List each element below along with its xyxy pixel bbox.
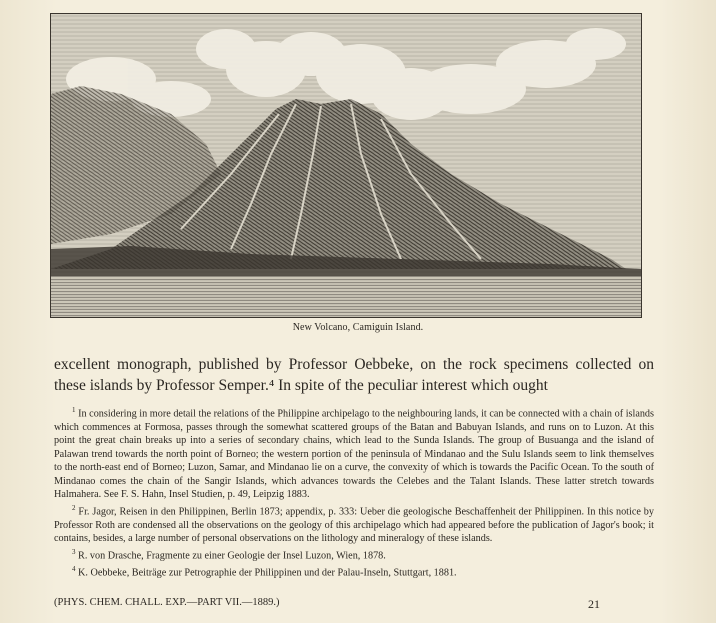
footnote-marker: 4	[72, 564, 76, 573]
footnote-marker: 2	[72, 503, 76, 512]
footnote	[54, 546, 654, 563]
figure-caption: New Volcano, Camiguin Island.	[292, 322, 424, 333]
footnote	[54, 563, 654, 580]
footnote	[54, 404, 654, 502]
signature-mark: (PHYS. CHEM. CHALL. EXP.—PART VII.—1889.)	[54, 597, 280, 608]
footnote	[54, 502, 654, 546]
footnotes	[54, 404, 654, 580]
footnote-text: Fr. Jagor, Reisen in den Philippinen, Berlin 1873; appendix, p. 333: Ueber die geologische Beschaffenheit der Philippinen. In this notice by Professor Roth are condensed all the observations on the geology of this archipelago which had appeared before the publication of Jagor's book; it contains, besides, a large number of personal observations on the lithology and mineralogy of these islands.	[54, 506, 654, 545]
body-paragraph: excellent monograph, published by Professor Oebbeke, on the rock specimens collected on these islands by Professor Semper.⁴ In spite of the peculiar interest which ought	[54, 356, 654, 394]
footnote-text: K. Oebbeke, Beiträge zur Petrographie der Philippinen und der Palau-Inseln, Stuttgart, 1881.	[78, 567, 457, 579]
engraving-illustration	[50, 13, 642, 318]
footnote-text: In considering in more detail the relations of the Philippine archipelago to the neighbouring lands, it can be connected with a chain of islands which commences at Formosa, passes through the somewhat scattered groups of the Batan and Babuyan Islands, and runs on to Luzon. At this point the great chain breaks up into a series of secondary chains, which lead to the Sunda Islands. The group of Busuanga and the island of Palawan trend towards the north point of Borneo; the western portion of the peninsula of Mindanao and the Sulu Islands seem to link themselves to the north-east end of Borneo; Luzon, Samar, and Mindanao lie on a curve, the convexity of which is towards the Pacific Ocean. To the south of Mindanao comes the chain of the Sangir Islands, which advances towards the Celebes and the Talant Islands. These latter stretch towards Halmahera. See F. S. Hahn, Insel Studien, p. 49, Leipzig 1883.	[54, 408, 654, 501]
body-text	[54, 354, 654, 396]
page-number: 21	[588, 597, 600, 611]
footnote-text: R. von Drasche, Fragmente zu einer Geologie der Insel Luzon, Wien, 1878.	[78, 550, 386, 562]
page-footer	[54, 597, 654, 612]
footnote-marker: 1	[72, 406, 76, 414]
volcano-engraving	[51, 14, 641, 317]
footnote-marker: 3	[72, 547, 76, 556]
